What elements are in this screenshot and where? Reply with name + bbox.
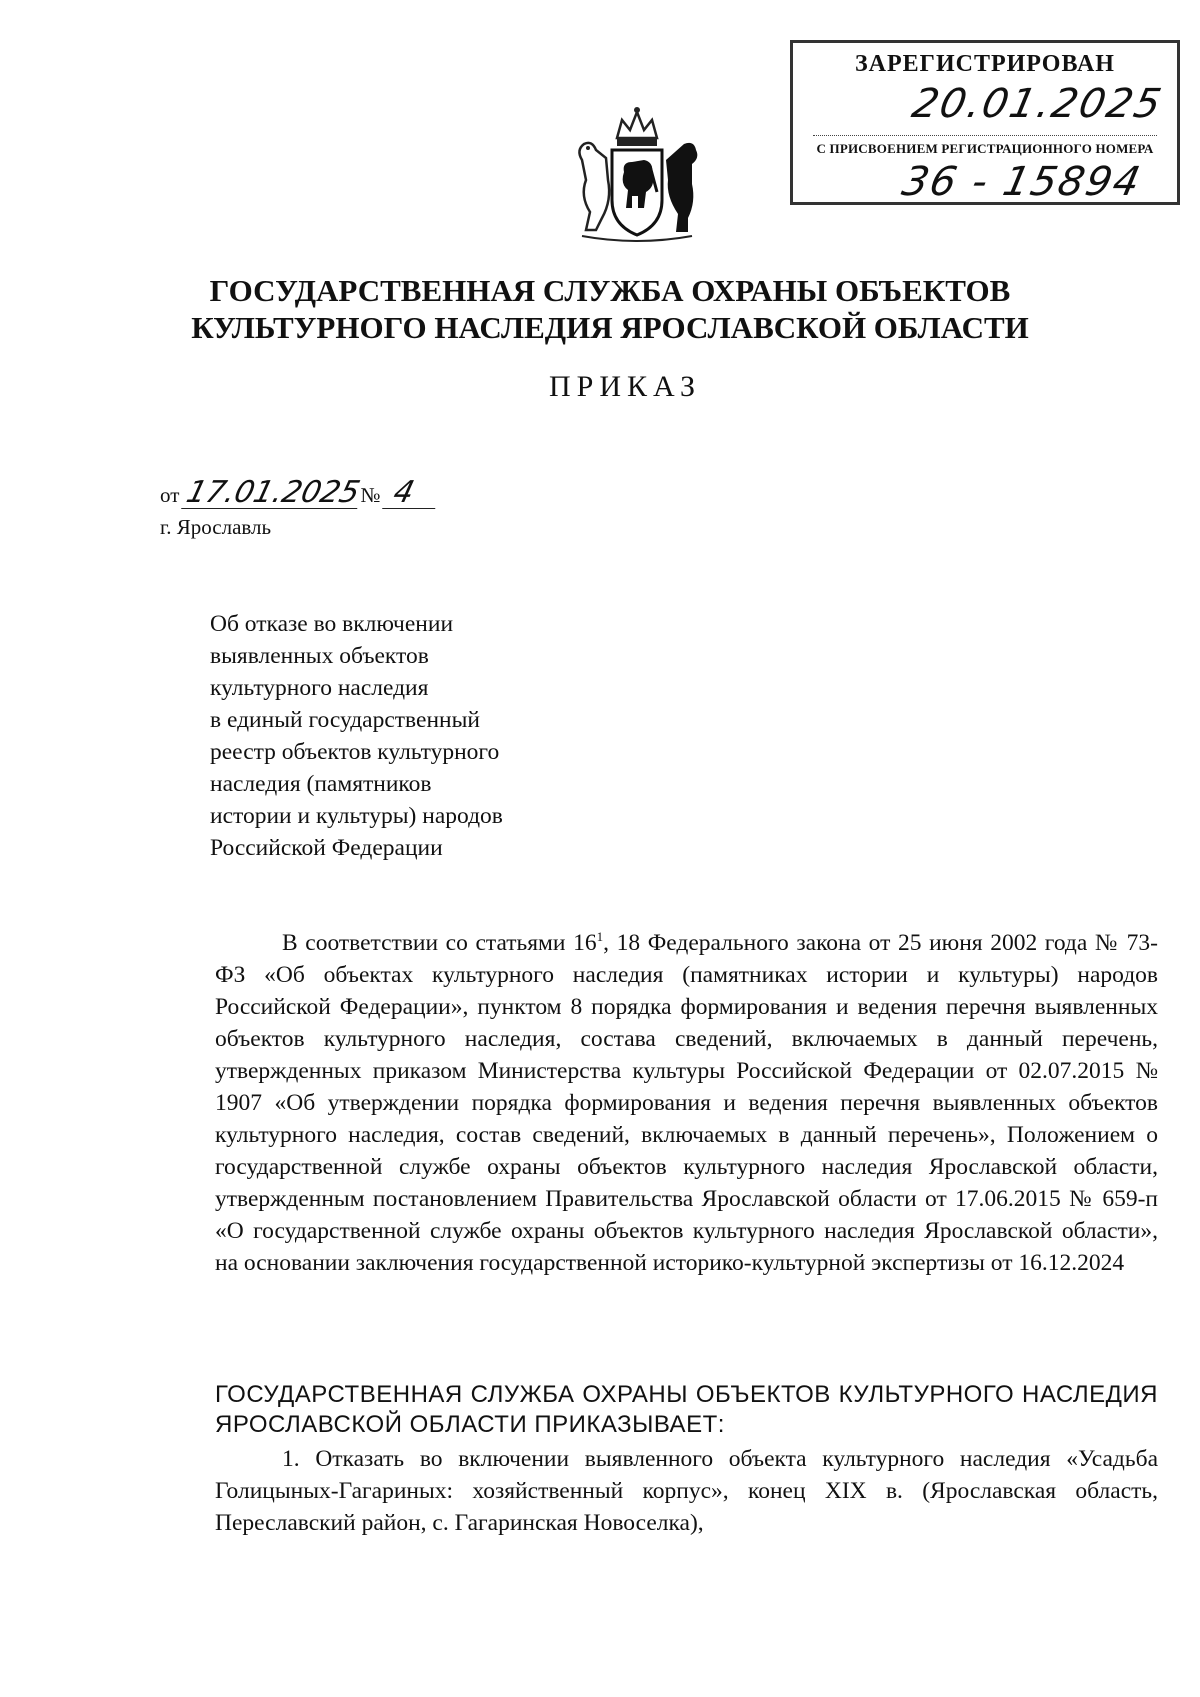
stamp-handwritten-date: 20.01.2025 <box>908 81 1167 127</box>
city: г. Ярославль <box>160 515 272 539</box>
stamp-handwritten-number: 36 - 15894 <box>898 159 1146 205</box>
order-date-number <box>160 475 439 510</box>
stamp-divider <box>813 135 1157 136</box>
organization-line-2: КУЛЬТУРНОГО НАСЛЕДИЯ ЯРОСЛАВСКОЙ ОБЛАСТИ <box>191 310 1029 345</box>
date-prefix: от <box>160 483 180 507</box>
yaroslavl-coat-of-arms-icon <box>562 100 712 250</box>
subject-line: наследия (памятников <box>210 771 432 797</box>
subject-line: выявленных объектов <box>210 643 429 669</box>
subject-line: реестр объектов культурного <box>210 739 500 765</box>
subject-line: в единый государственный <box>210 707 480 733</box>
registration-stamp <box>790 40 1180 205</box>
preamble-start: В соответствии со статьями 16 <box>282 930 597 956</box>
stamp-title: ЗАРЕГИСТРИРОВАН <box>855 51 1115 77</box>
handwritten-date: 17.01.2025 <box>182 475 364 510</box>
article-superscript: 1 <box>596 929 604 945</box>
subject-line: Российской Федерации <box>210 835 443 861</box>
preamble-paragraph <box>215 927 1158 1279</box>
subject-line: культурного наследия <box>210 675 429 701</box>
stamp-caption: С ПРИСВОЕНИЕМ РЕГИСТРАЦИОННОГО НОМЕРА <box>816 141 1154 156</box>
handwritten-number: 4 <box>382 478 443 509</box>
organization-name <box>100 272 1120 346</box>
organization-line-1: ГОСУДАРСТВЕННАЯ СЛУЖБА ОХРАНЫ ОБЪЕКТОВ <box>209 273 1011 308</box>
order-item-1: 1. Отказать во включении выявленного объекта культурного наследия «Усадьба Голицыных-Гагариных: хозяйственный корпус», конец XIX в. (Ярославская область, Переславский район, с. Гагаринская Новоселка), <box>215 1446 1158 1536</box>
subject-line: Об отказе во включении <box>210 611 454 637</box>
decree-heading: ГОСУДАРСТВЕННАЯ СЛУЖБА ОХРАНЫ ОБЪЕКТОВ КУЛЬТУРНОГО НАСЛЕДИЯ ЯРОСЛАВСКОЙ ОБЛАСТИ ПРИКАЗЫВАЕТ: <box>215 1381 1158 1438</box>
order-subject <box>210 608 630 864</box>
preamble-rest: , 18 Федерального закона от 25 июня 2002 года № 73-ФЗ «Об объектах культурного наследия (памятниках истории и культуры) народов Российской Федерации», пунктом 8 порядка формирования и ведения перечня выявленных объектов культурного наследия, состава сведений, включаемых в данный перечень, утвержденных приказом Министерства культуры Российской Федерации от 02.07.2015 № 1907 «Об утверждении порядка формирования и ведения перечня выявленных объектов культурного наследия, состав сведений, включаемых в данный перечень», Положением о государственной службе охраны объектов культурного наследия Ярославской области, утвержденным постановлением Правительства Ярославской области от 17.06.2015 № 659-п «О государственной службе охраны объектов культурного наследия Ярославской области», на основании заключения государственной историко-культурной экспертизы от 16.12.2024 <box>215 930 1158 1276</box>
subject-line: истории и культуры) народов <box>210 803 503 829</box>
number-prefix: № <box>360 483 381 507</box>
document-type: ПРИКАЗ <box>549 370 701 403</box>
